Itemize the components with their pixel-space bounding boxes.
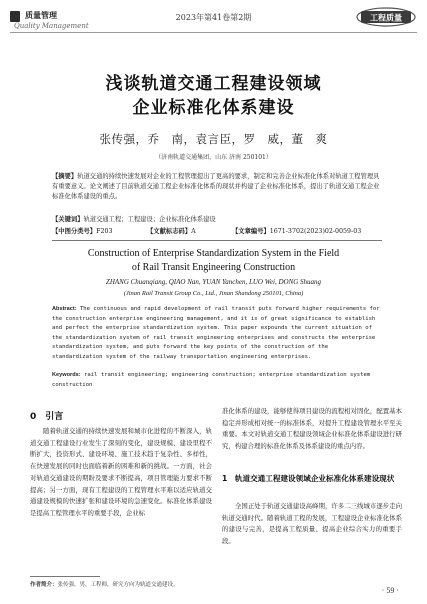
doc-code-value: A — [191, 228, 196, 235]
clc-value: F203 — [96, 228, 113, 235]
page-number: · 59 · — [381, 586, 399, 595]
abstract-cn-text: 轨道交通的持续快速发展对企业的工程管理提出了更高的要求，制定和完善企业标准化体系对轨道工程管理具有重要意义。论文阐述了目前轨道交通工程企业标准化体系的现状并构建了企业标准化体系，提出了轨道交通工程企业标准化体系建设的重点。 — [52, 173, 380, 200]
abstract-en-text: The continuous and rapid development of rail transit puts forward higher requirements for the construction enterprise engineering management, and it is of great significance to establish and perfect the enterprise standardization system. This paper expounds the current situation of the standardization system of rail transit engineering enterprises and constructs the enterprise standardization system, and puts forward the key points of the construction of the standardization system of the railway transportation engineering enterprises. — [52, 306, 380, 360]
abstract-cn-label: 【摘要】 — [52, 173, 78, 180]
journal-logo-icon — [355, 6, 417, 28]
journal-logo-text: 工程质量 — [370, 13, 402, 23]
abstract-en — [52, 305, 382, 363]
author-affiliation: （济南轨道交通集团，山东 济南 250101） — [155, 154, 272, 161]
footnote-divider — [30, 576, 100, 577]
article-title-en-line2: of Rail Transit Engineering Construction — [131, 262, 296, 273]
footnote-text: 张传强，男，工程师，研究方向为轨道交通建设。 — [57, 582, 179, 588]
author-footnote — [30, 580, 179, 588]
article-title-line1: 浅谈轨道交通工程建设领域 — [105, 74, 322, 94]
keywords-cn-label: 【关键词】 — [52, 216, 84, 223]
journal-section-title: 质量管理 — [25, 11, 57, 20]
keywords-cn — [52, 214, 216, 223]
header-divider — [10, 32, 417, 33]
abstract-divider — [52, 240, 382, 241]
intro-paragraph-left: 随着轨道交通的持续快速发展和城市化进程的不断深入，轨道交通工程建设行业发生了深刻的变化，建设规模、建设里程不断扩大，投资形式、建设环境、施工技术趋于复杂性、多样性，在快速发展的同时也面临着新的困难和新的挑战。一方面，社会对轨道交通建设的期盼及要求不断提高，项目管理能力要求不断提高；另一方面，现有工程建设的工程管理水平难以适应轨道交通建设规模的快速扩张和建设环境的急速变化。标准化体系建设是提高工程管理水平的重要手段，企业标 — [30, 427, 212, 517]
section-heading-1: 1 轨道交通工程建设领域企业标准化体系建设现状 — [222, 474, 395, 483]
article-title-line2: 企业标准化体系建设 — [132, 98, 295, 118]
section-1-paragraph: 全国正处于轨道交通建设高峰期，许多二三线城市逐步走向轨道交通时代。随着轨道工程的发展，工程建设企业标准化体系的建设与完善，是提高工程质量、提高企业综合实力的重要手段。 — [222, 502, 402, 546]
keywords-en-text: rail transit engineering; engineering construction; enterprise standardization system construction — [52, 372, 371, 388]
intro-paragraph-right: 准化体系的建设，能够使得项目建设的流程相对固化，配置基本稳定并形成相对统一的标准体系，对提升工程建设管理水平至关重要。本文对轨道交通工程建设领域企业标准化体系建设进行研究，构建合理的标准化体系及体系建设的重点内容。 — [222, 407, 402, 451]
footnote-label: 作者简介： — [30, 582, 58, 588]
article-title-en-line1: Construction of Enterprise Standardization System in the Field — [87, 248, 340, 259]
issue-info: 2023年第41卷第2期 — [175, 13, 252, 22]
doc-code-label: 【文献标志码】 — [147, 228, 192, 235]
journal-logo — [355, 6, 417, 32]
keywords-en-label: Keywords: — [52, 372, 81, 378]
abstract-en-label: Abstract: — [52, 306, 77, 312]
section-heading-intro: 0 引言 — [30, 412, 64, 422]
journal-section-subtitle: Quality Management — [14, 22, 89, 30]
author-list-en: ZHANG Chuanqiang, QIAO Nan, YUAN Yanchen, LUO Wei, DONG Shuang — [105, 278, 322, 286]
abstract-cn — [52, 172, 382, 202]
author-list: 张传强，乔 南，袁言臣，罗 威，董 爽 — [99, 132, 328, 146]
article-id-label: 【文章编号】 — [232, 228, 270, 235]
keywords-en — [52, 371, 382, 390]
clc-label: 【中图分类号】 — [52, 228, 97, 235]
author-affiliation-en: (Jinan Rail Transit Group Co., Ltd., Jinan Shandong 250101, China) — [123, 290, 304, 297]
keywords-cn-text: 轨道交通工程；工程建设；企业标准化体系建设 — [83, 216, 216, 223]
article-id-value: 1671-3702(2023)02-0059-03 — [269, 228, 362, 235]
